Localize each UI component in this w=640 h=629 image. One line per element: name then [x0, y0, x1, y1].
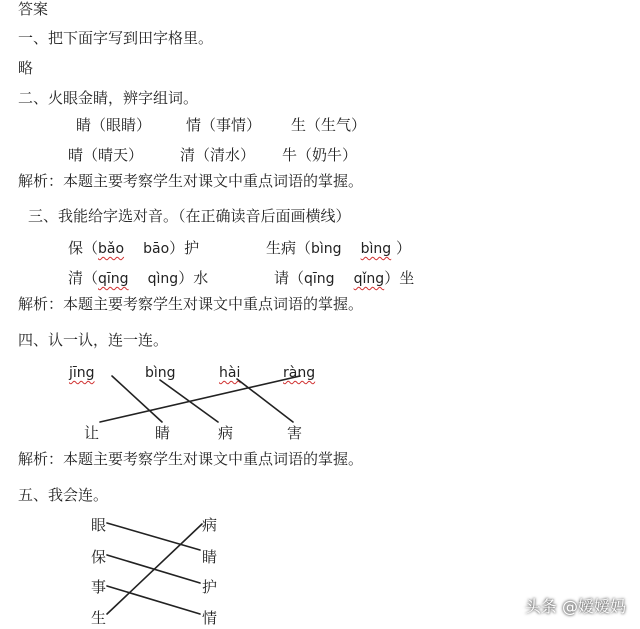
pinyin-suffix: ）水: [178, 269, 209, 287]
match-char: 害: [287, 424, 303, 442]
match-line: [112, 376, 162, 422]
word-pair: 情（事情）: [186, 116, 262, 134]
match-line: [107, 523, 200, 550]
pinyin-prefix: 保（: [68, 239, 99, 257]
pinyin-option: bìng: [360, 241, 392, 257]
section-2-analysis: 解析：本题主要考察学生对课文中重点词语的掌握。: [18, 172, 364, 190]
pinyin-option: bāo: [143, 241, 170, 257]
pinyin-item-shengbing: [266, 239, 411, 258]
left-char: 保: [91, 548, 107, 566]
match-line: [107, 586, 200, 614]
right-char: 睛: [202, 548, 218, 566]
pinyin-suffix: ）坐: [384, 269, 415, 287]
section-2-heading: 二、火眼金睛，辨字组词。: [18, 89, 199, 107]
right-char: 护: [202, 578, 218, 596]
match-line: [237, 379, 293, 422]
section-4-heading: 四、认一认，连一连。: [18, 331, 169, 349]
section-5-heading: 五、我会连。: [18, 486, 109, 504]
page-title: 答案: [18, 0, 49, 18]
section-3-heading: 三、我能给字选对音。（在正确读音后面画横线）: [28, 207, 351, 225]
pinyin-label: bìng: [145, 365, 176, 381]
section-1-heading: 一、把下面字写到田字格里。: [18, 29, 214, 47]
word-pair: 清（清水）: [180, 146, 256, 164]
left-char: 眼: [91, 516, 107, 534]
right-char: 病: [202, 516, 218, 534]
pinyin-option: qìng: [147, 271, 179, 287]
pinyin-prefix: 生病（: [266, 239, 312, 257]
pinyin-option: bǎo: [98, 241, 125, 257]
pinyin-item-qingzuo: [274, 269, 414, 288]
word-pair: 晴（晴天）: [68, 146, 144, 164]
match-char: 睛: [155, 424, 171, 442]
pinyin-option: qǐng: [353, 271, 385, 287]
word-pair: 睛（眼睛）: [76, 116, 152, 134]
match-char: 病: [218, 424, 234, 442]
pinyin-prefix: 请（: [274, 269, 305, 287]
section-4-analysis: 解析：本题主要考察学生对课文中重点词语的掌握。: [18, 450, 364, 468]
match-line: [160, 380, 218, 422]
section-3-analysis: 解析：本题主要考察学生对课文中重点词语的掌握。: [18, 295, 364, 313]
watermark: 头条 @嫒嫒妈: [524, 597, 626, 616]
pinyin-label: ràng: [283, 365, 316, 381]
match-line: [107, 555, 200, 583]
pinyin-item-baohu: [68, 239, 199, 258]
pinyin-item-qingshui: [68, 269, 208, 288]
pinyin-label: hài: [219, 365, 241, 381]
pinyin-label: jīng: [69, 365, 95, 381]
left-char: 生: [91, 609, 107, 627]
match-line: [100, 376, 300, 422]
section-1-answer: 略: [18, 59, 34, 77]
word-pair: 牛（奶牛）: [282, 146, 358, 164]
pinyin-option: qīng: [98, 271, 129, 287]
match-char: 让: [84, 424, 100, 442]
pinyin-option: qīng: [304, 271, 335, 287]
pinyin-option: bìng: [311, 241, 342, 257]
match-line: [107, 524, 202, 614]
right-char: 情: [202, 609, 218, 627]
pinyin-suffix: ）护: [169, 239, 200, 257]
pinyin-prefix: 清（: [68, 269, 99, 287]
pinyin-suffix: ）: [391, 239, 411, 257]
left-char: 事: [91, 578, 107, 596]
word-pair: 生（生气）: [291, 116, 367, 134]
